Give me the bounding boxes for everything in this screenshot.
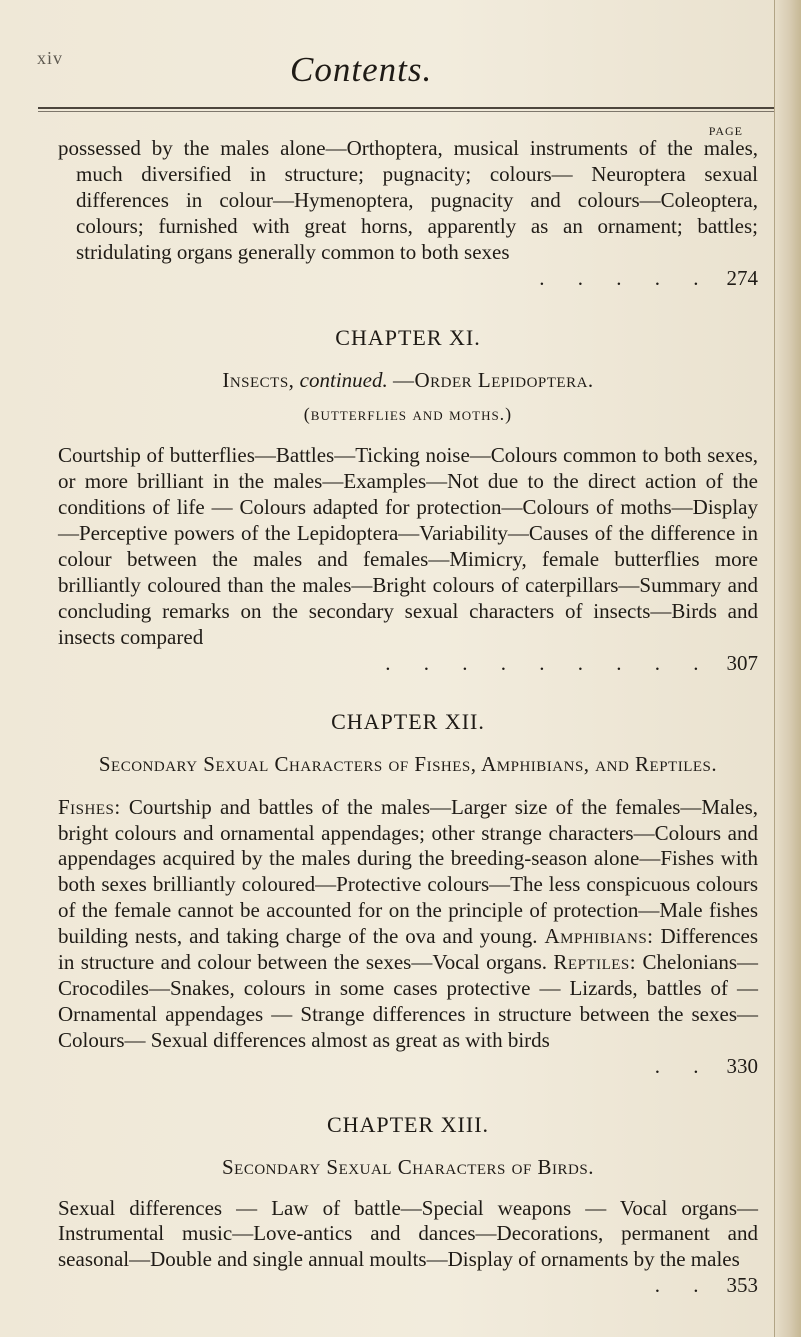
top-entry xyxy=(58,136,758,291)
fishes-text: Courtship and battles of the males—Larger size of the females—Males, bright colours and ornamental appendages; other strange characters—Colours and appendages acquired by the males during the breeding-season alone—Fishes with both sexes brilliantly coloured—Protective colours—The less conspicuous colours of the female cannot be accounted for on the principle of protection—Male fishes building nests, and taking charge of the ova and young. xyxy=(58,794,759,949)
chapter-entry-leader: . . xyxy=(654,1273,713,1298)
chapter-entry-line xyxy=(58,1054,758,1080)
contents-body xyxy=(58,136,758,1299)
reptiles-label: Reptiles: xyxy=(553,950,637,975)
chapter-entry-line xyxy=(58,1273,758,1299)
chapter-entry-text: Courtship of butterflies—Battles—Ticking noise—Colours common to both sexes, or more brilliant in the males—Examples—Not due to the direct action of the conditions of life — Colours adapted for protection—Colours of moths—Display—Perceptive powers of the Lepidoptera—Variability—Causes of the difference in colour between the males and females—Mimicry, female butterflies more brilliantly coloured than the males—Bright colours of caterpillars—Summary and concluding remarks on the secondary sexual characters of insects—Birds and insects compared xyxy=(58,443,758,649)
chapter-entry-leader: . . xyxy=(654,1053,713,1078)
chapter-note: (butterflies and moths.) xyxy=(303,404,513,425)
chapter-title: CHAPTER XII. xyxy=(331,708,485,734)
page-spine-edge xyxy=(774,0,801,1337)
chapter-subtitle: Secondary Sexual Characters of Birds. xyxy=(222,1154,594,1179)
chapter-entry-line xyxy=(58,651,758,677)
chapter-entry-text xyxy=(58,795,758,1054)
reptiles-text: Chelonians—Crocodiles—Snakes, colours in some cases protective — Lizards, battles of — Ornamental appendages — Strange differences in structure between the sexes—Colours— Sexual differences almost as great as with birds xyxy=(58,950,758,1052)
chapter-title: CHAPTER XI. xyxy=(335,325,481,351)
chapter-xi xyxy=(58,325,758,676)
chapter-entry-page: 353 xyxy=(726,1273,758,1298)
chapter-entry-page: 307 xyxy=(726,650,758,675)
fishes-label: Fishes: xyxy=(58,794,121,819)
chapter-xii xyxy=(58,709,758,1080)
chapter-entry-page: 330 xyxy=(726,1053,758,1078)
amphibians-text: Differences in structure and colour between the sexes—Vocal organs. xyxy=(58,924,759,975)
chapter-subtitle xyxy=(58,367,758,393)
chapter-entry-text: Sexual differences — Law of battle—Special weapons — Vocal organs—Instrumental music—Love-antics and dances—Decorations, permanent and seasonal—Double and single annual moults—Display of ornaments by the males xyxy=(58,1195,758,1272)
top-entry-line xyxy=(58,266,758,292)
chapter-title: CHAPTER XIII. xyxy=(326,1111,490,1137)
chapter-subtitle-italic: continued. xyxy=(299,368,388,393)
header-rule-thin xyxy=(38,111,775,112)
top-entry-text: possessed by the males alone—Orthoptera, musical instruments of the males, much diversified in structure; pugnacity; colours— Neuroptera sexual differences in colour—Hymenoptera, pugnacity and colours—Coleoptera, colours; furnished with great horns, apparently as an ornament; battles; stridulating organs generally common to both sexes xyxy=(58,136,758,264)
chapter-xiii xyxy=(58,1112,758,1300)
folio: xiv xyxy=(37,48,64,68)
amphibians-label: Amphibians: xyxy=(544,924,654,949)
chapter-entry-leader: . . . . . . . . . xyxy=(385,650,713,675)
chapter-subtitle: Secondary Sexual Characters of Fishes, Amphibians, and Reptiles. xyxy=(98,751,718,776)
chapter-subtitle-suffix: —Order Lepidoptera. xyxy=(392,368,594,393)
running-head: Contents. xyxy=(290,50,433,89)
chapter-subtitle-prefix: Insects, xyxy=(222,368,295,393)
top-entry-leader: . . . . . xyxy=(539,265,713,290)
page-label: PAGE xyxy=(708,124,743,138)
top-entry-page: 274 xyxy=(726,265,758,290)
header-rule xyxy=(38,107,775,109)
